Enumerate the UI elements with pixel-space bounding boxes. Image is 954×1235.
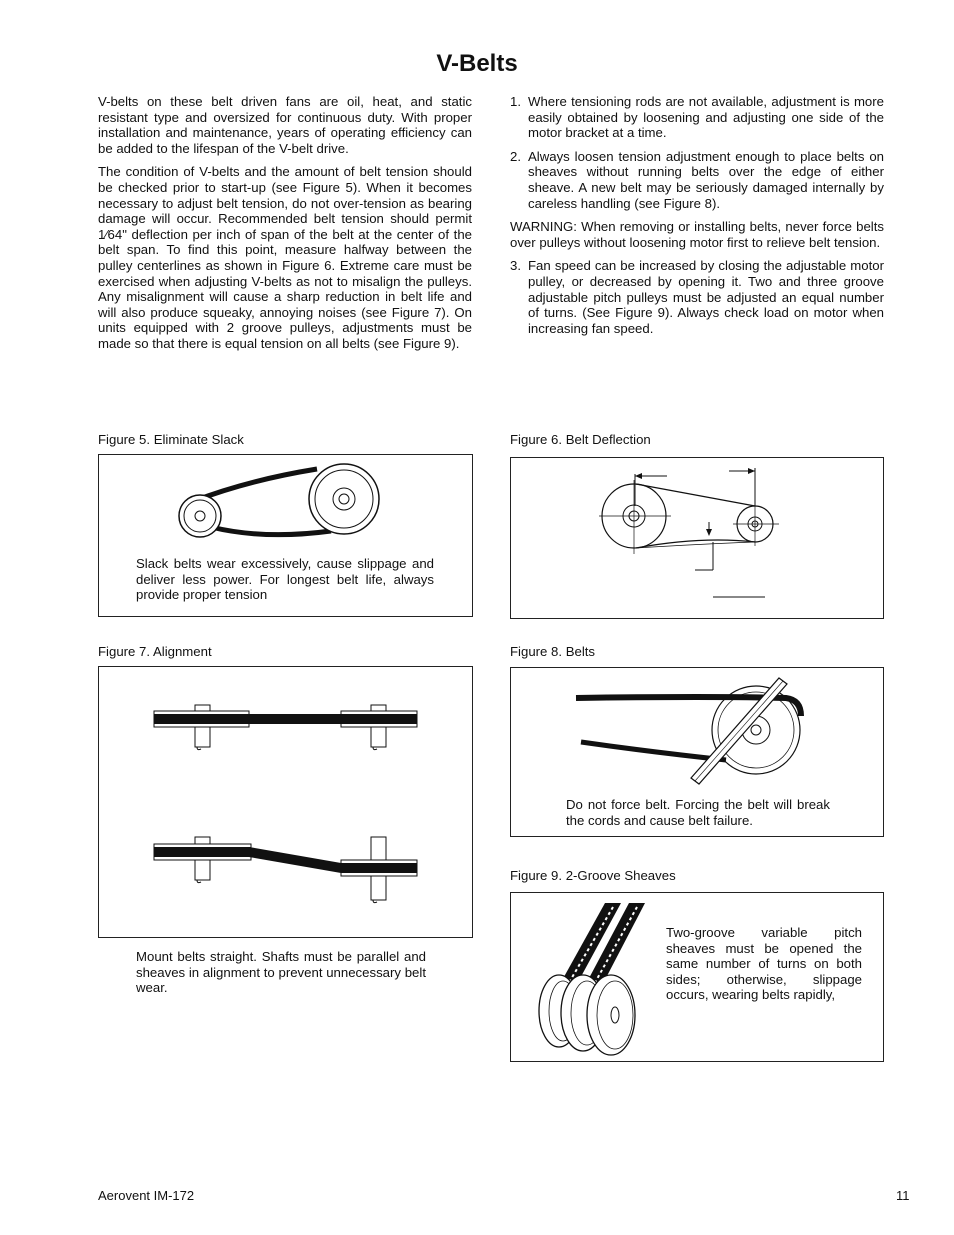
intro-paragraph: V-belts on these belt driven fans are oil, heat, and static resistant type and oversized for continuous duty. With proper installation and maintenance, years of operating efficiency can be added to the lifespan of the V-belt drive. (98, 94, 472, 156)
list-item (510, 94, 884, 141)
list-item (510, 149, 884, 211)
figure-7-caption: Figure 7. Alignment (98, 644, 212, 659)
list-number: 2. (510, 148, 521, 164)
list-text: Fan speed can be increased by closing the adjustable motor pulley, or decreased by opening it. Two and three groove adjustable pitch pulleys must be adjusted an equal number of turns. (See Figure 9). Always check load on motor when increasing fan speed. (528, 258, 884, 336)
belt-deflection-illustration (511, 458, 885, 620)
figure-7-box (98, 666, 473, 938)
tension-paragraph: The condition of V-belts and the amount of belt tension should be checked prior to start-up (see Figure 5). When it becomes necessary to adjust belt tension, do not over-tension as bearing damage will occur. Recommended belt tension should permit 1⁄64" deflection per inch of span of the belt at the center of the belt span. To find this point, measure halfway between the pulley centerlines as shown in Figure 6. Extreme care must be exercised when adjusting V-belts as not to misalign the pulleys. Any misalignment will cause a sharp reduction in belt life and will also produce squeaky, annoying noises (see Figure 7). On units equipped with 2 groove pulleys, adjustments must be made so that there is equal tension on all belts (see Figure 9). (98, 164, 472, 351)
list-number: 3. (510, 258, 521, 274)
figure-6-box (510, 457, 884, 619)
figure-5-caption: Figure 5. Eliminate Slack (98, 432, 244, 447)
right-column (510, 94, 884, 344)
alignment-illustration (99, 667, 474, 939)
list-number: 1. (510, 94, 521, 109)
list-text: Always loosen tension adjustment enough to place belts on sheaves without running belts over the edge of either sheave. A new belt may be seriously damaged internally by careless handling (see Figure 8). (528, 148, 884, 211)
figure-6-caption: Figure 6. Belt Deflection (510, 432, 651, 447)
figure-8-note: Do not force belt. Forcing the belt will break the cords and cause belt failure. (566, 797, 830, 828)
warning-paragraph: WARNING: When removing or installing belts, never force belts over pulleys without loosening motor first to relieve belt tension. (510, 219, 884, 250)
figure-5-box (98, 454, 473, 617)
figure-8-caption: Figure 8. Belts (510, 644, 596, 659)
footer-page-number: 11 (896, 1188, 910, 1203)
figure-8-box (510, 667, 884, 837)
left-column (98, 94, 472, 360)
footer-document-id: Aerovent IM-172 (98, 1188, 195, 1203)
figure-9-box (510, 892, 884, 1062)
figure-5-note: Slack belts wear excessively, cause slippage and deliver less power. For longest belt life, always provide proper tension (136, 556, 434, 603)
figure-9-note: Two-groove variable pitch sheaves must be opened the same number of turns on both sides; otherwise, slippage occurs, wearing belts rapidly, (666, 925, 862, 1003)
list-text: Where tensioning rods are not available, adjustment is more easily obtained by loosening and adjusting one side of the motor bracket at a time. (528, 94, 884, 141)
figure-9-caption: Figure 9. 2-Groove Sheaves (510, 868, 676, 883)
page-title: V-Belts (436, 50, 518, 77)
list-item (510, 258, 884, 336)
figure-7-note: Mount belts straight. Shafts must be parallel and sheaves in alignment to prevent unnecessary belt wear. (136, 949, 426, 996)
